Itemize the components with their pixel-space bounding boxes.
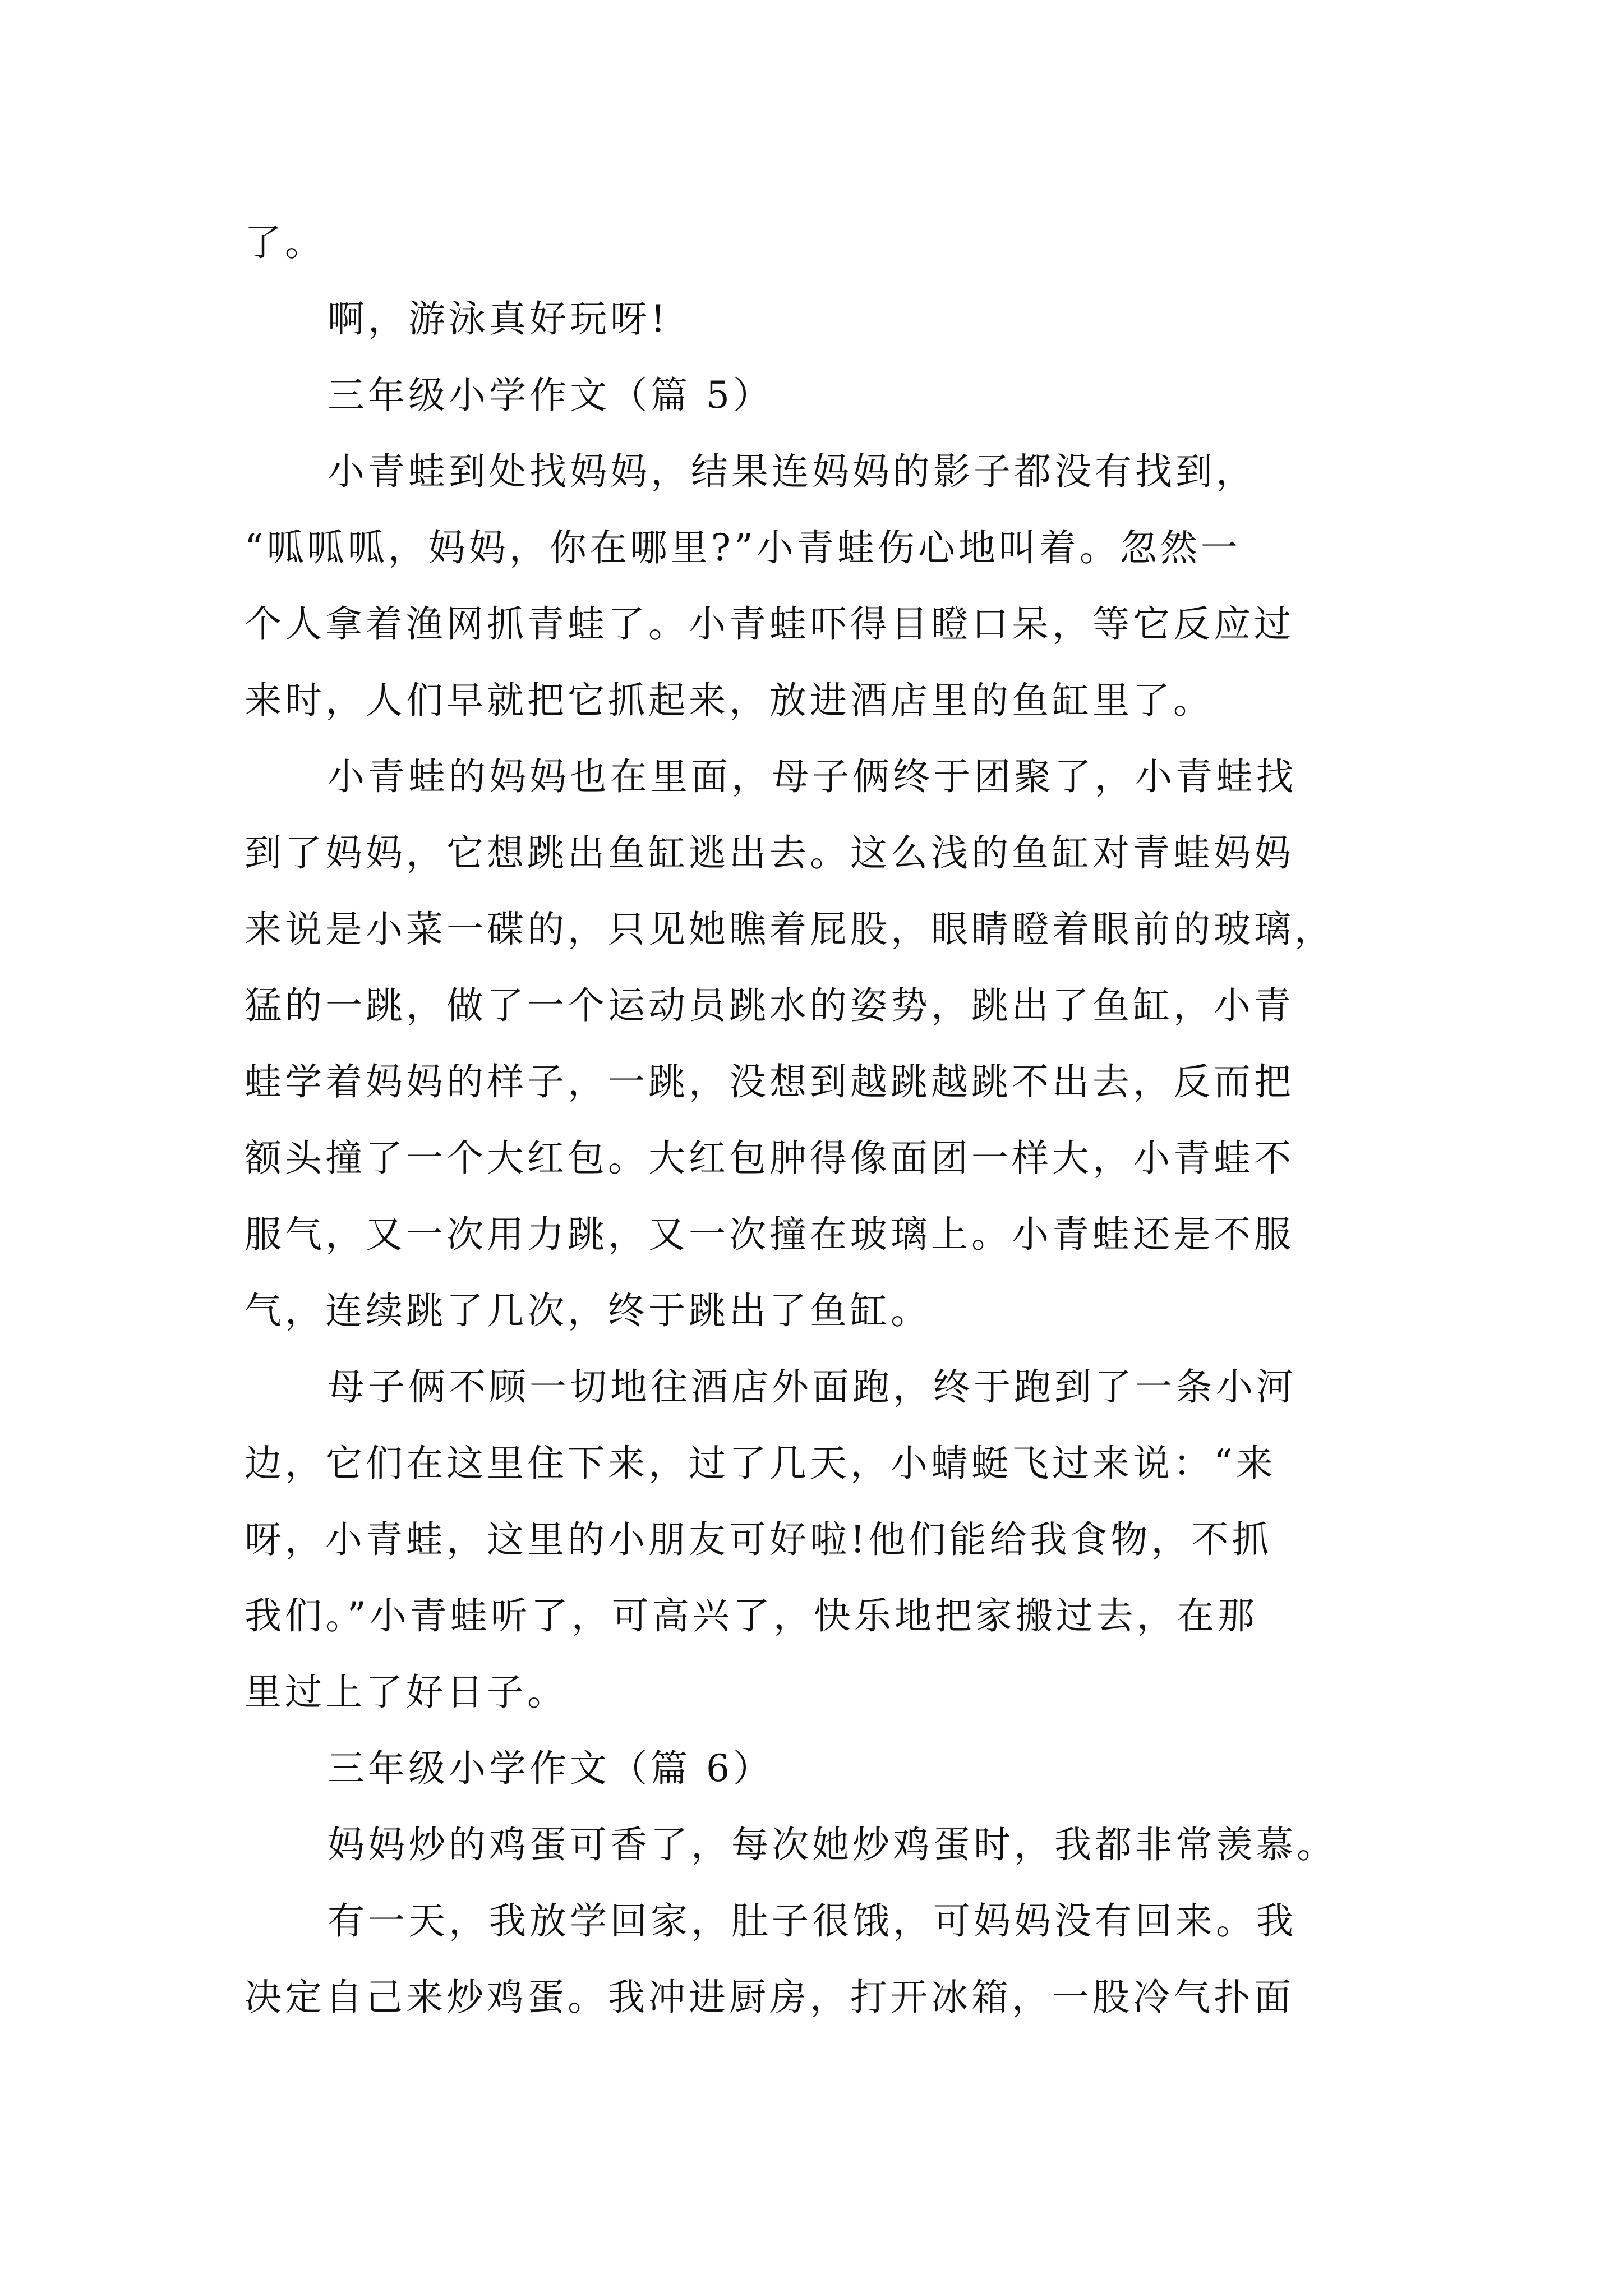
text-line: 决定自己来炒鸡蛋。我冲进厨房，打开冰箱，一股冷气扑面: [245, 1976, 1294, 2019]
text-line: 了。: [245, 221, 325, 264]
text-line: 里过上了好日子。: [245, 1671, 568, 1714]
text-line: 呀，小青蛙，这里的小朋友可好啦!他们能给我食物，不抓: [245, 1518, 1272, 1561]
section-heading: 三年级小学作文（篇 5）: [328, 374, 773, 417]
text-line: 边，它们在这里住下来，过了几天，小蜻蜓飞过来说：“来: [245, 1442, 1276, 1485]
text-line: 个人拿着渔网抓青蛙了。小青蛙吓得目瞪口呆，等它反应过: [245, 602, 1294, 646]
text-line: 到了妈妈，它想跳出鱼缸逃出去。这么浅的鱼缸对青蛙妈妈: [245, 831, 1294, 875]
text-line: 我们。”小青蛙听了，可高兴了，快乐地把家搬过去，在那: [245, 1594, 1258, 1637]
text-line: 额头撞了一个大红包。大红包肿得像面团一样大，小青蛙不: [245, 1137, 1294, 1180]
text-line: 来时，人们早就把它抓起来，放进酒店里的鱼缸里了。: [245, 679, 1214, 722]
text-line: 蛙学着妈妈的样子，一跳，没想到越跳越跳不出去，反而把: [245, 1060, 1294, 1103]
text-line: 妈妈炒的鸡蛋可香了，每次她炒鸡蛋时，我都非常羡慕。: [328, 1823, 1337, 1866]
text-line: 服气，又一次用力跳，又一次撞在玻璃上。小青蛙还是不服: [245, 1213, 1294, 1256]
text-line: 啊，游泳真好玩呀!: [328, 297, 669, 341]
document-page: [245, 205, 1400, 2036]
text-line: 母子俩不顾一切地往酒店外面跑，终于跑到了一条小河: [328, 1365, 1297, 1409]
section-heading: 三年级小学作文（篇 6）: [328, 1747, 773, 1790]
text-line: 猛的一跳，做了一个运动员跳水的姿势，跳出了鱼缸，小青: [245, 984, 1294, 1027]
text-line: 小青蛙的妈妈也在里面，母子俩终于团聚了，小青蛙找: [328, 755, 1297, 798]
text-line: 气，连续跳了几次，终于跳出了鱼缸。: [245, 1289, 931, 1332]
text-line: “呱呱呱，妈妈，你在哪里?”小青蛙伤心地叫着。忽然一: [245, 526, 1241, 569]
text-line: 有一天，我放学回家，肚子很饿，可妈妈没有回来。我: [328, 1899, 1297, 1943]
text-line: 小青蛙到处找妈妈，结果连妈妈的影子都没有找到，: [328, 450, 1256, 493]
text-line: 来说是小菜一碟的，只见她瞧着屁股，眼睛瞪着眼前的玻璃，: [245, 908, 1335, 951]
